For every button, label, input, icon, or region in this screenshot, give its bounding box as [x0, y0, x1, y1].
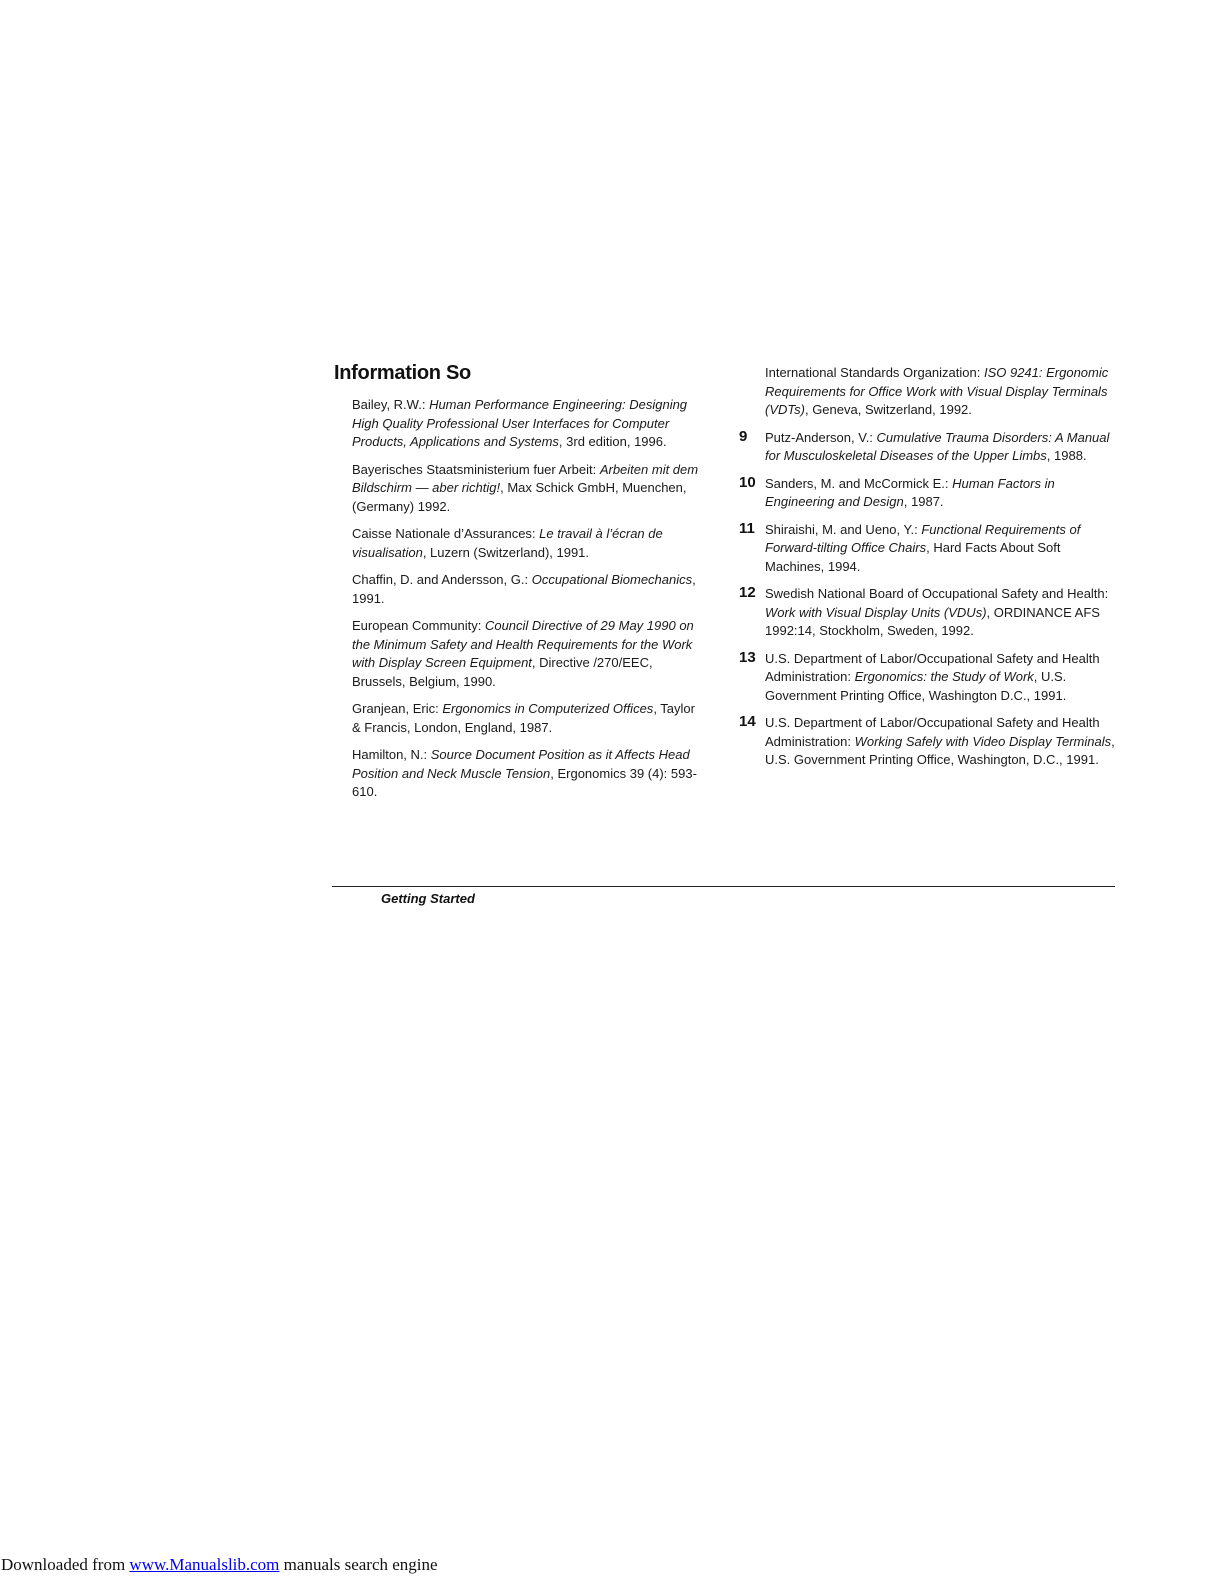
reference-number: 13 — [739, 648, 756, 666]
footer-divider — [332, 886, 1115, 887]
reference-entry: Hamilton, N.: Source Document Position as it Affects Head Position and Neck Muscle Tension, Ergonomics 39 (4): 593-610. — [352, 747, 697, 799]
reference-number: 14 — [739, 713, 756, 730]
reference-entry: Bailey, R.W.: Human Performance Engineering: Designing High Quality Professional User Interfaces for Computer Products, Applications and Systems, 3rd edition, 1996. — [352, 397, 688, 449]
numbered-reference-entry: 13 U.S. Department of Labor/Occupational Safety and Health Administration: Ergonomics: the Study of Work, U.S. Government Printing Office, Washington D.C., 1991. — [739, 648, 1100, 703]
download-banner — [1, 1555, 438, 1575]
download-banner-prefix: Downloaded from — [1, 1555, 130, 1574]
download-banner-suffix: manuals search engine — [279, 1555, 438, 1574]
reference-list-left — [352, 396, 704, 811]
reference-number: 10 — [739, 473, 756, 491]
numbered-reference-entry: 11 Shiraishi, M. and Ueno, Y.: Functional Requirements of Forward-tilting Office Chairs, Hard Facts About Soft Machines, 1994. — [739, 519, 1081, 574]
reference-entry: Caisse Nationale d’Assurances: Le travail à l’écran de visualisation, Luzern (Switzerland), 1991. — [352, 526, 663, 560]
reference-number: 11 — [739, 519, 755, 537]
numbered-reference-entry: 12 Swedish National Board of Occupational Safety and Health: Work with Visual Display Units (VDUs), ORDINANCE AFS 1992:14, Stockholm, Sweden, 1992. — [739, 584, 1109, 638]
reference-entry: Granjean, Eric: Ergonomics in Computerized Offices, Taylor & Francis, London, England, 1987. — [352, 701, 695, 735]
reference-number: 12 — [739, 584, 756, 601]
reference-entry: Bayerisches Staatsministerium fuer Arbeit: Arbeiten mit dem Bildschirm — aber richtig!, Max Schick GmbH, Muenchen, (Germany) 1992. — [352, 461, 699, 514]
numbered-reference-entry: 9 Putz-Anderson, V.: Cumulative Trauma Disorders: A Manual for Musculoskeletal Diseases of the Upper Limbs, 1988. — [739, 427, 1110, 463]
reference-entry: International Standards Organization: ISO 9241: Ergonomic Requirements for Office Work with Visual Display Terminals (VDTs), Geneva, Switzerland, 1992. — [765, 365, 1109, 417]
numbered-reference-entry: 14 U.S. Department of Labor/Occupational Safety and Health Administration: Working Safely with Video Display Terminals, U.S. Government Printing Office, Washington, D.C., 1991. — [739, 713, 1115, 767]
reference-number: 9 — [739, 427, 748, 445]
manualslib-link[interactable]: www.Manualslib.com — [129, 1555, 280, 1574]
numbered-reference-entry: 10 Sanders, M. and McCormick E.: Human Factors in Engineering and Design, 1987. — [739, 473, 1055, 509]
reference-entry: European Community: Council Directive of 29 May 1990 on the Minimum Safety and Health Requirements for the Work with Display Screen Equipment, Directive /270/EEC, Brussels, Belgium, 1990. — [352, 618, 694, 689]
section-heading: Information So — [334, 362, 471, 384]
reference-list-right — [741, 364, 1116, 779]
reference-entry: Chaffin, D. and Andersson, G.: Occupational Biomechanics, 1991. — [352, 572, 696, 606]
footer-chapter-title: Getting Started — [381, 891, 475, 906]
